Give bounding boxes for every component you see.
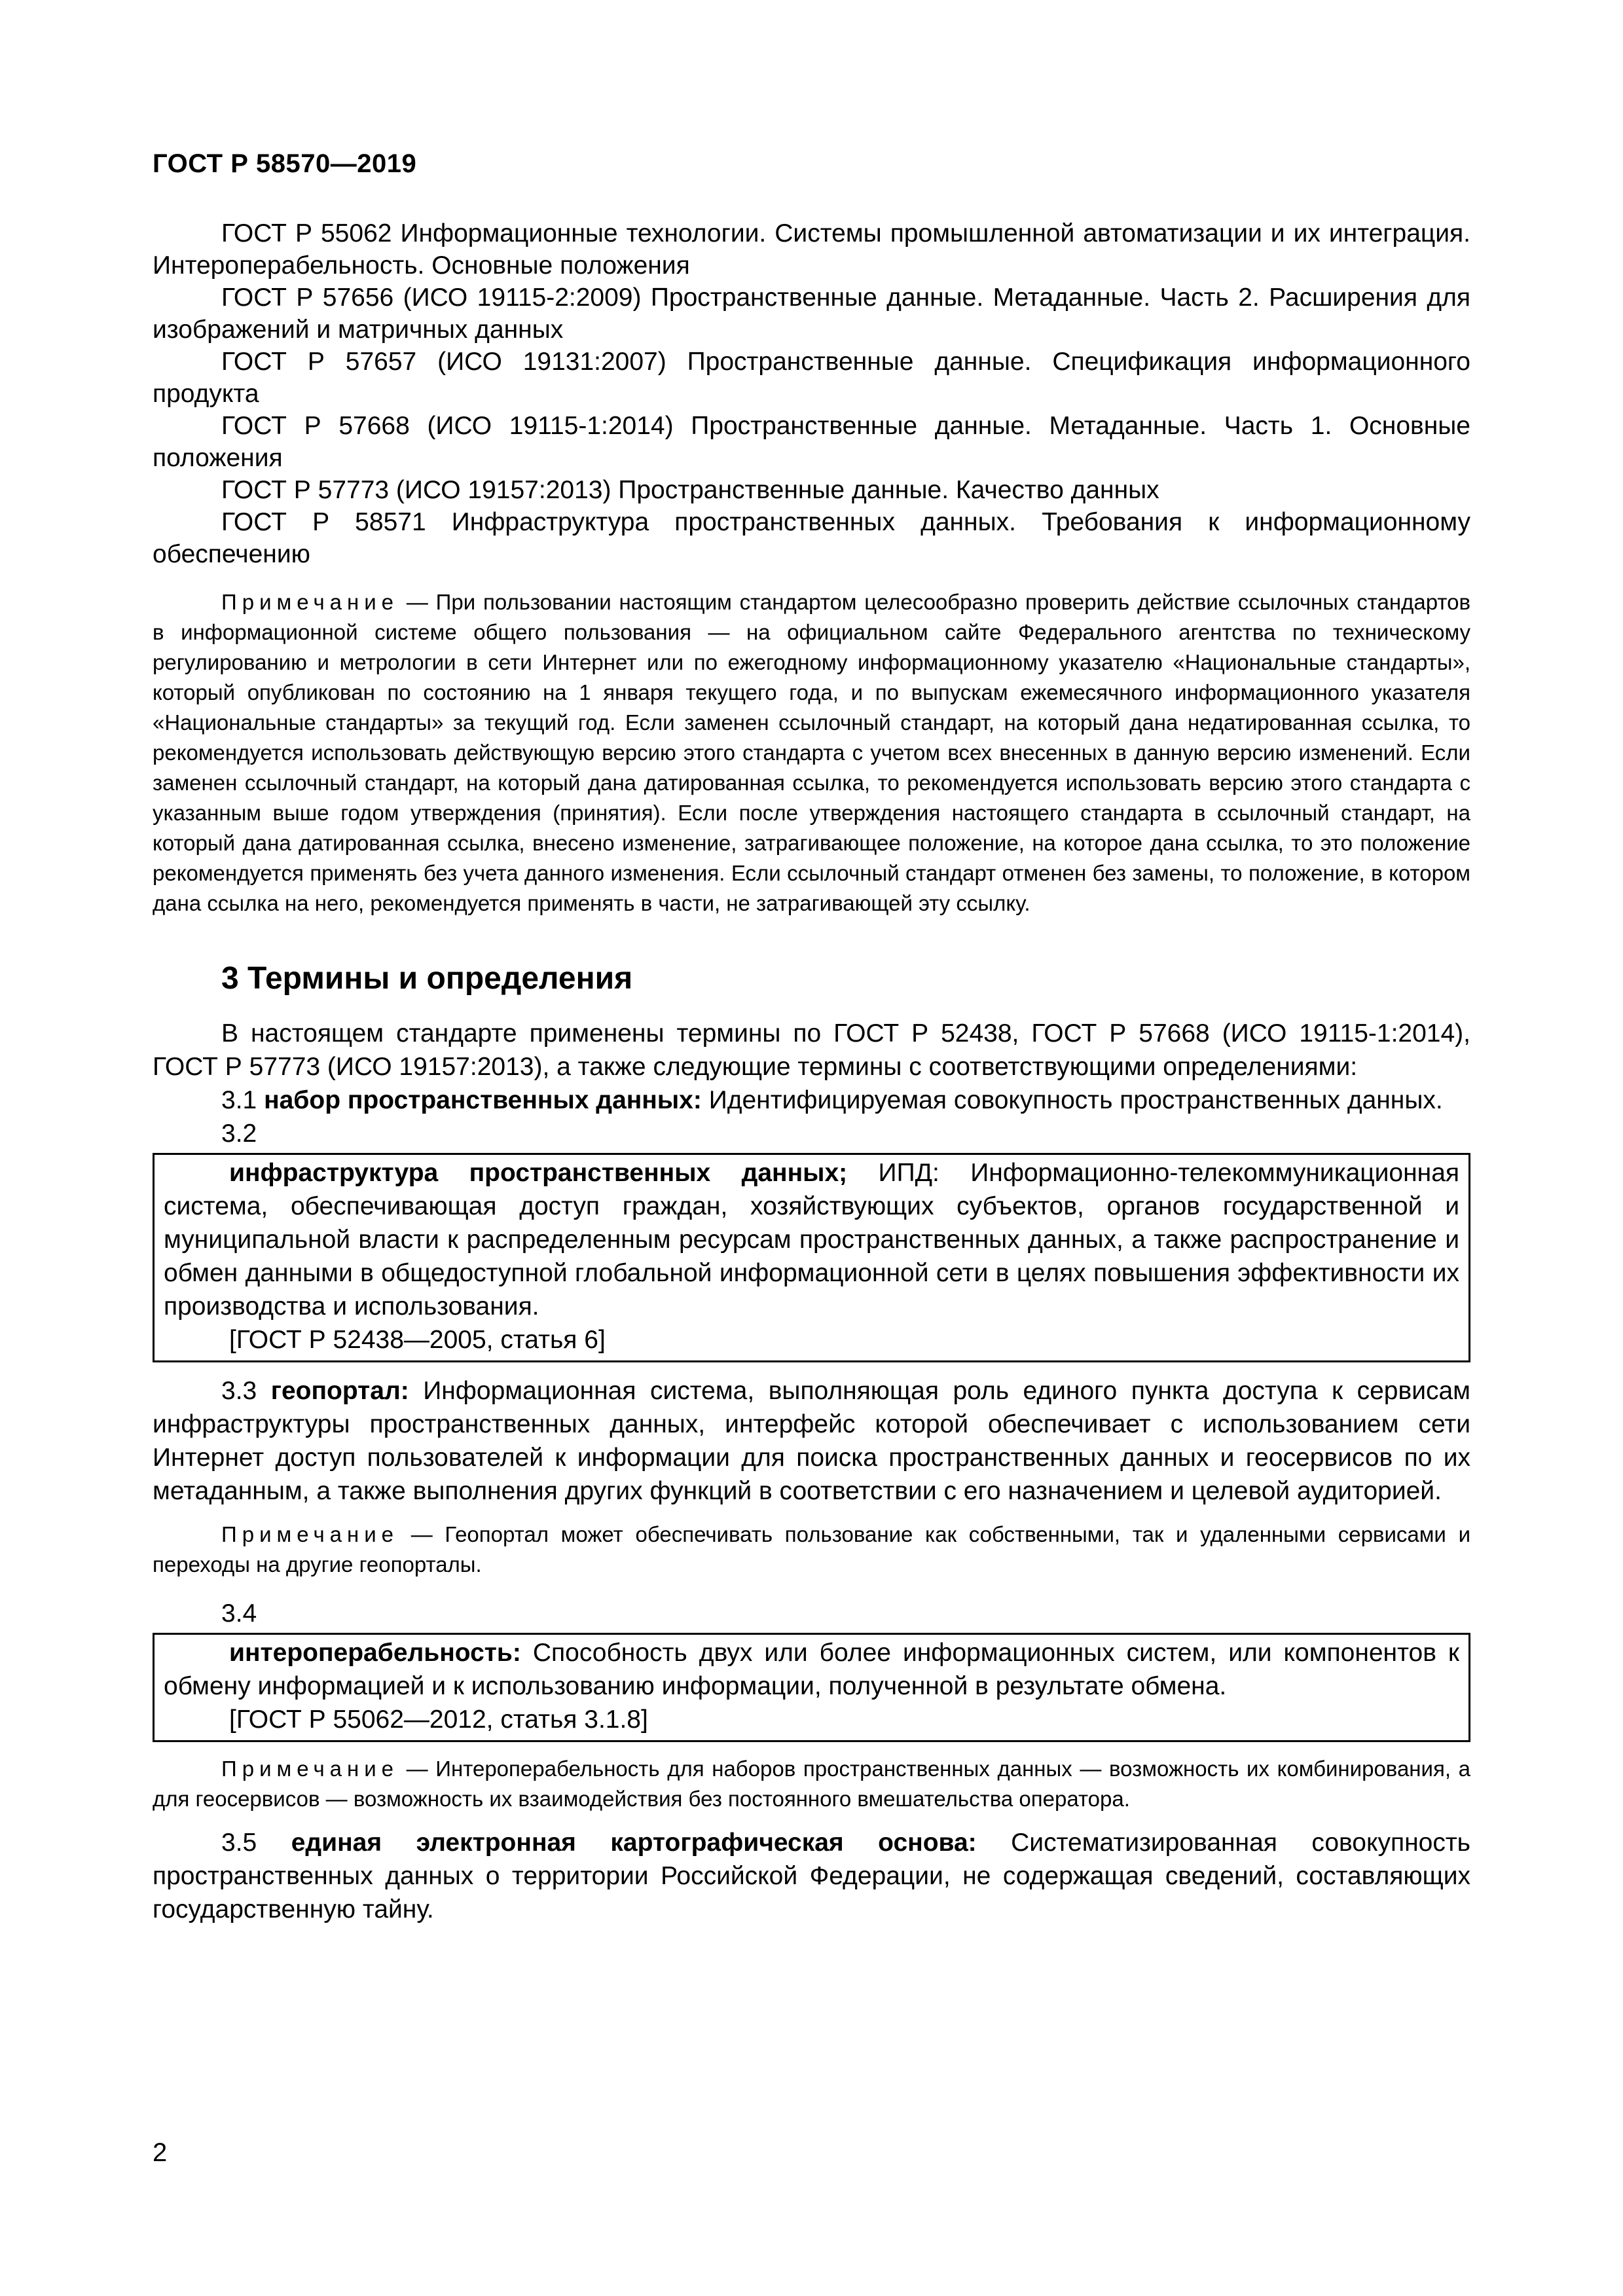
section-body bbox=[153, 1017, 1470, 1117]
references-note bbox=[153, 587, 1470, 919]
term-number: 3.3 bbox=[221, 1377, 257, 1405]
term-definition: Способность двух или более информационных систем, или компонентов к обмену информацией и к использованию информации, полученной в результате обмена. bbox=[164, 1639, 1459, 1700]
term-3-4-note bbox=[153, 1754, 1470, 1814]
document-header: ГОСТ Р 58570—2019 bbox=[153, 149, 417, 178]
reference-item: ГОСТ Р 55062 Информационные технологии. Системы промышленной автоматизации и их интеграция. Интероперабельность. Основные положения bbox=[153, 219, 1470, 280]
note-text: — Интероперабельность для наборов пространственных данных — возможность их комбинирования, а для геосервисов — возможность их взаимодействия без постоянного вмешательства оператора. bbox=[153, 1757, 1470, 1811]
term-3-5-block bbox=[153, 1826, 1470, 1926]
term-title: единая электронная картографическая основа: bbox=[291, 1829, 977, 1857]
term-definition: ИПД: Информационно-телекоммуникационная система, обеспечивающая доступ граждан, хозяйствующих субъектов, органов государственной и муниципальной власти к распределенным ресурсам пространственных данных, а также распространение и обмен данными в общедоступной глобальной информационной сети в целях повышения эффективности их производства и использования. bbox=[164, 1159, 1459, 1321]
term-title: набор пространственных данных: bbox=[264, 1086, 702, 1114]
note-text: — При пользовании настоящим стандартом целесообразно проверить действие ссылочных стандартов в информационной системе общего пользования — на официальном сайте Федерального агентства по техническому регулированию и метрологии в сети Интернет или по ежегодному информационному указателю «Национальные стандарты», который опубликован по состоянию на 1 января текущего года, и по выпускам ежемесячного информационного указателя «Национальные стандарты» за текущий год. Если заменен ссылочный стандарт, на который дана недатированная ссылка, то рекомендуется использовать действующую версию этого стандарта с учетом всех внесенных в данную версию изменений. Если заменен ссылочный стандарт, на который дана датированная ссылка, то рекомендуется использовать версию этого стандарта с указанным выше годом утверждения (принятия). Если после утверждения настоящего стандарта в ссылочный стандарт, на который дана датированная ссылка, внесено изменение, затрагивающее положение, на которое дана ссылка, то это положение рекомендуется применять без учета данного изменения. Если ссылочный стандарт отменен без замены, то положение, в котором дана ссылка на него, рекомендуется применять в части, не затрагивающей эту ссылку. bbox=[153, 590, 1470, 915]
page-content bbox=[153, 217, 1470, 1926]
section-intro: В настоящем стандарте применены термины по ГОСТ Р 52438, ГОСТ Р 57668 (ИСО 19115-1:2014), ГОСТ Р 57773 (ИСО 19157:2013), а также следующие термины с соответствующими определениями: bbox=[153, 1019, 1470, 1081]
reference-item: ГОСТ Р 57773 (ИСО 19157:2013) Пространственные данные. Качество данных bbox=[221, 476, 1159, 504]
term-definition: Идентифицируемая совокупность пространственных данных. bbox=[701, 1086, 1443, 1114]
term-title: инфраструктура пространственных данных; bbox=[229, 1159, 848, 1187]
term-3-1 bbox=[153, 1084, 1470, 1117]
term-3-2 bbox=[164, 1156, 1459, 1323]
reference-item: ГОСТ Р 58571 Инфраструктура пространственных данных. Требования к информационному обеспечению bbox=[153, 508, 1470, 568]
term-title: интероперабельность: bbox=[229, 1639, 521, 1667]
section-title: 3 Термины и определения bbox=[221, 961, 633, 996]
term-number: 3.5 bbox=[221, 1829, 257, 1857]
term-3-2-box bbox=[153, 1153, 1470, 1362]
reference-item: ГОСТ Р 57656 (ИСО 19115-2:2009) Пространственные данные. Метаданные. Часть 2. Расширения для изображений и матричных данных bbox=[153, 283, 1470, 344]
term-source: [ГОСТ Р 55062—2012, статья 3.1.8] bbox=[229, 1705, 648, 1734]
page-number: 2 bbox=[153, 2138, 168, 2167]
term-3-4-box bbox=[153, 1633, 1470, 1742]
term-definition: Систематизированная совокупность пространственных данных о территории Российской Федерации, не содержащая сведений, составляющих государственную тайну. bbox=[153, 1829, 1471, 1923]
reference-item: ГОСТ Р 57657 (ИСО 19131:2007) Пространственные данные. Спецификация информационного продукта bbox=[153, 348, 1470, 408]
term-definition: Информационная система, выполняющая роль единого пункта доступа к сервисам инфраструктуры пространственных данных, интерфейс которой обеспечивает с использованием сети Интернет доступ пользователей к информации для поиска пространственных данных и геосервисов по их метаданным, а также выполнения других функций в соответствии с его назначением и целевой аудиторией. bbox=[153, 1377, 1470, 1505]
note-label: Примечание bbox=[221, 1757, 399, 1781]
note-text: — Геопортал может обеспечивать пользование как собственными, так и удаленными сервисами и переходы на другие геопорталы. bbox=[153, 1522, 1470, 1576]
note-label: Примечание bbox=[221, 1522, 399, 1546]
reference-item: ГОСТ Р 57668 (ИСО 19115-1:2014) Пространственные данные. Метаданные. Часть 1. Основные положения bbox=[153, 412, 1470, 472]
term-title: геопортал: bbox=[270, 1377, 409, 1405]
term-number: 3.1 bbox=[221, 1086, 257, 1114]
term-number: 3.2 bbox=[221, 1120, 257, 1148]
normative-references-list bbox=[153, 217, 1470, 570]
term-number: 3.4 bbox=[221, 1599, 257, 1628]
term-3-3-block bbox=[153, 1374, 1470, 1508]
note-label: Примечание bbox=[221, 590, 399, 614]
term-3-5 bbox=[153, 1826, 1470, 1926]
term-3-3 bbox=[153, 1374, 1470, 1508]
term-3-4 bbox=[164, 1636, 1459, 1703]
term-3-3-note bbox=[153, 1520, 1470, 1580]
term-source: [ГОСТ Р 52438—2005, статья 6] bbox=[229, 1326, 606, 1354]
